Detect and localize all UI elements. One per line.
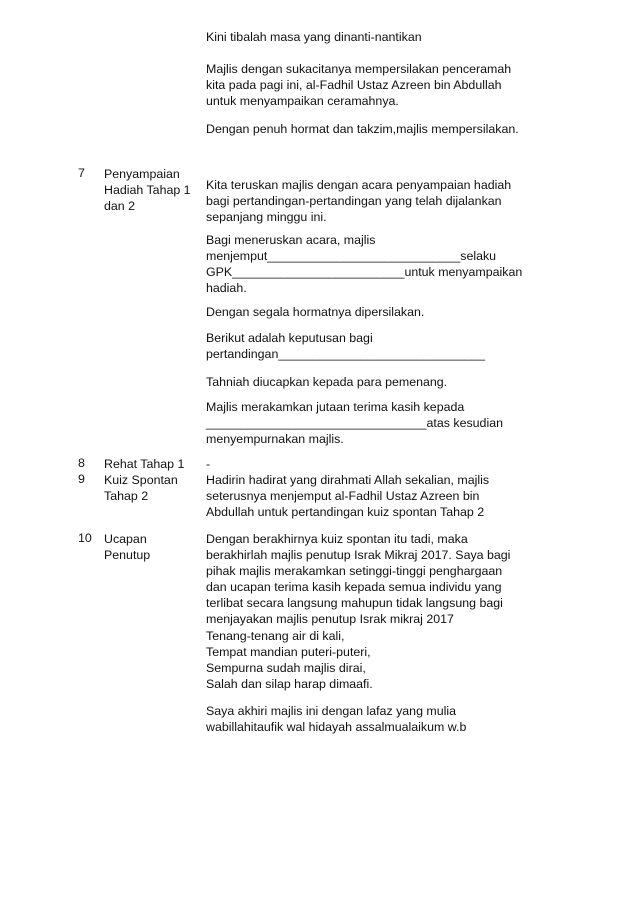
row7-paragraph-6: Majlis merakamkan jutaan terima kasih kepada ________________________________atas kesudian menyempurnakan majlis.: [206, 400, 503, 446]
row-item-penyampaian-hadiah: Penyampaian Hadiah Tahap 1 dan 2: [104, 167, 191, 213]
row10-paragraph-1: Dengan berakhirnya kuiz spontan itu tadi, maka berakhirlah majlis penutup Israk Mikraj 2017. Saya bagi pihak majlis merakamkan setinggi-tinggi penghargaan dan ucapan terima kasih kepada semua individu yang terlibat secara langsung mahupun tidak langsung bagi menjayakan majlis penutup Israk mikraj 2017: [206, 532, 511, 626]
row7-paragraph-5: Tahniah diucapkan kepada para pemenang.: [206, 375, 448, 389]
row7-paragraph-3: Dengan segala hormatnya dipersilakan.: [206, 305, 425, 319]
intro-paragraph-3: Dengan penuh hormat dan takzim,majlis mempersilakan.: [206, 122, 519, 136]
row10-pantun: Tenang-tenang air di kali, Tempat mandian puteri-puteri, Sempurna sudah majlis dirai, Salah dan silap harap dimaafi.: [206, 629, 373, 691]
row9-paragraph-1: Hadirin hadirat yang dirahmati Allah sekalian, majlis seterusnya menjemput al-Fadhil Ustaz Azreen bin Abdullah untuk pertandingan kuiz spontan Tahap 2: [206, 473, 490, 519]
row-item-ucapan-penutup: Ucapan Penutup: [104, 532, 151, 562]
row7-paragraph-1: Kita teruskan majlis dengan acara penyampaian hadiah bagi pertandingan-pertandingan yang telah dijalankan sepanjang minggu ini.: [206, 178, 512, 224]
row-item-rehat: Rehat Tahap 1: [104, 457, 185, 471]
intro-paragraph-2: Majlis dengan sukacitanya mempersilakan penceramah kita pada pagi ini, al-Fadhil Ustaz Azreen bin Abdullah untuk menyampaikan ceramahnya.: [206, 62, 512, 108]
intro-paragraph-1: Kini tibalah masa yang dinanti-nantikan: [206, 30, 422, 44]
row10-closing: Saya akhiri majlis ini dengan lafaz yang mulia wabillahitaufik wal hidayah assalmualaikum w.b: [206, 704, 467, 734]
row7-paragraph-4: Berikut adalah keputusan bagi pertandingan______________________________: [206, 331, 486, 361]
row7-paragraph-2: Bagi meneruskan acara, majlis menjemput____________________________selaku GPK_________________________untuk menyampaikan hadiah.: [206, 233, 523, 295]
row-number-7: 7: [78, 166, 85, 180]
row-number-8: 8: [78, 456, 85, 470]
row-number-9: 9: [78, 472, 85, 486]
row-number-10: 10: [78, 531, 92, 545]
row-item-kuiz-spontan: Kuiz Spontan Tahap 2: [104, 473, 178, 503]
row8-paragraph-1: -: [206, 457, 211, 471]
